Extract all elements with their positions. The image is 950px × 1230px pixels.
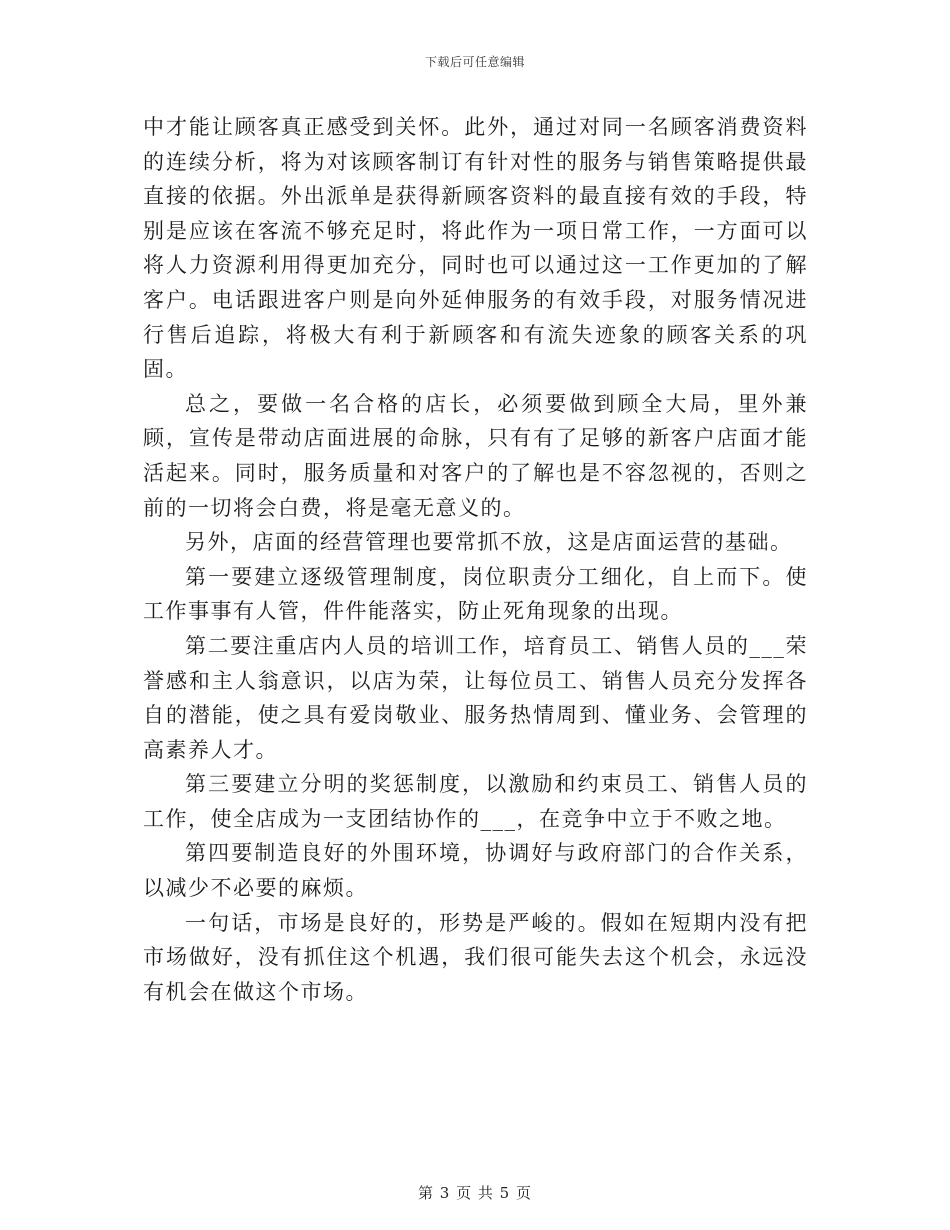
paragraph: 第三要建立分明的奖惩制度，以激励和约束员工、销售人员的工作，使全店成为一支团结协作的___，在竞争中立于不败之地。 bbox=[143, 772, 808, 831]
document-body bbox=[143, 110, 808, 1009]
paragraph: 一句话，市场是良好的，形势是严峻的。假如在短期内没有把市场做好，没有抓住这个机遇，我们很可能失去这个机会，永远没有机会在做这个市场。 bbox=[143, 910, 808, 1004]
page-number-footer: 第 3 页 共 5 页 bbox=[418, 1184, 532, 1202]
paragraph: 中才能让顾客真正感受到关怀。此外，通过对同一名顾客消费资料的连续分析，将为对该顾客制订有针对性的服务与销售策略提供最直接的依据。外出派单是获得新顾客资料的最直接有效的手段，特别是应该在客流不够充足时，将此作为一项日常工作，一方面可以将人力资源利用得更加充分，同时也可以通过这一工作更加的了解客户。电话跟进客户则是向外延伸服务的有效手段，对服务情况进行售后追踪，将极大有利于新顾客和有流失迹象的顾客关系的巩固。 bbox=[143, 115, 808, 382]
paragraph: 另外，店面的经营管理也要常抓不放，这是店面运营的基础。 bbox=[185, 530, 793, 555]
page-header: 下载后可任意编辑 bbox=[424, 55, 525, 69]
paragraph: 总之，要做一名合格的店长，必须要做到顾全大局，里外兼顾，宣传是带动店面进展的命脉，只有有了足够的新客户店面才能活起来。同时，服务质量和对客户的了解也是不容忽视的，否则之前的一切将会白费，将是毫无意义的。 bbox=[143, 391, 808, 520]
paragraph: 第四要制造良好的外围环境，协调好与政府部门的合作关系，以减少不必要的麻烦。 bbox=[143, 841, 808, 901]
paragraph: 第一要建立逐级管理制度，岗位职责分工细化，自上而下。使工作事事有人管，件件能落实，防止死角现象的出现。 bbox=[143, 564, 808, 624]
paragraph: 第二要注重店内人员的培训工作，培育员工、销售人员的___荣誉感和主人翁意识，以店为荣，让每位员工、销售人员充分发挥各自的潜能，使之具有爱岗敬业、服务热情周到、懂业务、会管理的高素养人才。 bbox=[143, 633, 808, 762]
